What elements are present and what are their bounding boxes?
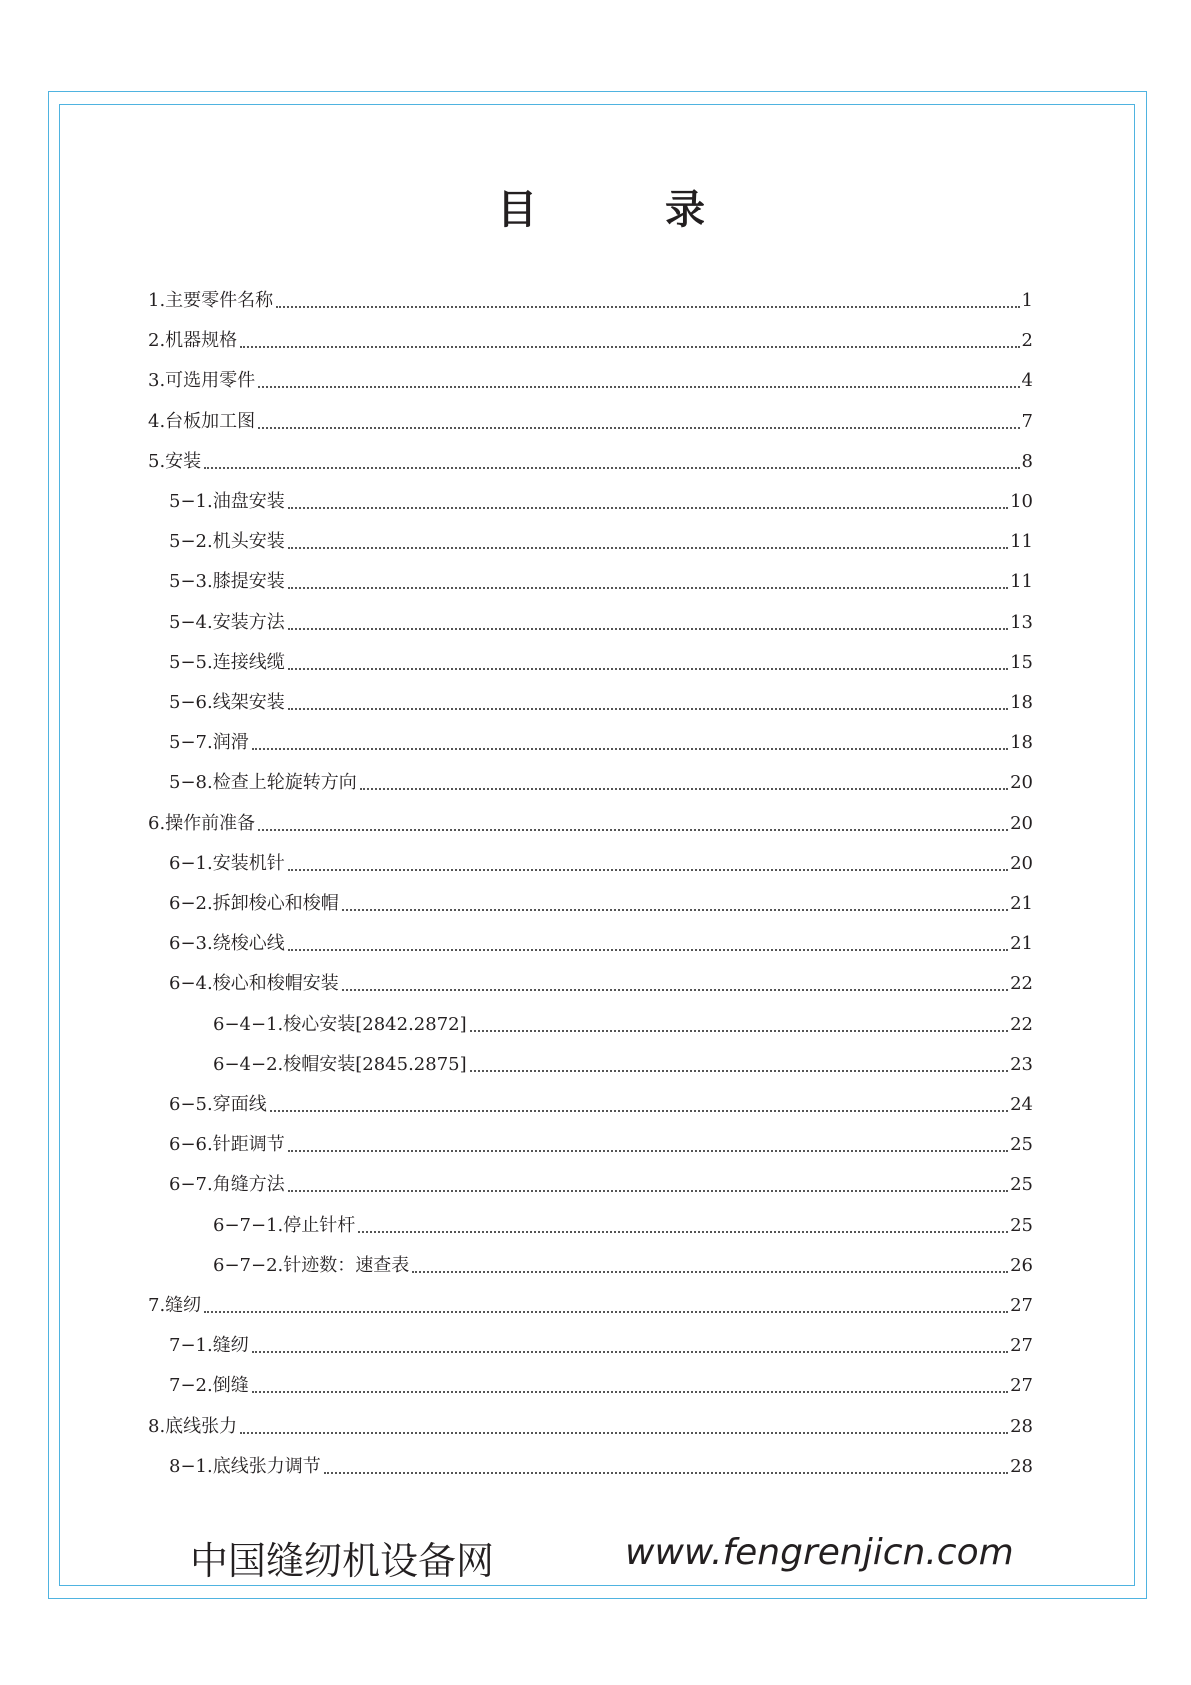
toc-entry-label: 6−6.针距调节 — [169, 1134, 285, 1155]
toc-entry[interactable] — [169, 1130, 1033, 1160]
toc-entry[interactable] — [148, 1291, 1033, 1321]
toc-entry-page: 20 — [1010, 813, 1033, 834]
toc-leader-dots — [270, 1110, 1008, 1112]
toc-entry-page: 25 — [1010, 1134, 1033, 1155]
toc-leader-dots — [252, 1351, 1008, 1353]
toc-entry-page: 25 — [1010, 1215, 1033, 1236]
toc-entry[interactable] — [213, 1251, 1033, 1281]
toc-entry-label: 6−1.安装机针 — [169, 853, 285, 874]
toc-entry-label: 7.缝纫 — [148, 1295, 202, 1316]
toc-entry[interactable] — [169, 849, 1033, 879]
toc-leader-dots — [412, 1271, 1008, 1273]
toc-entry[interactable] — [169, 648, 1033, 678]
toc-leader-dots — [288, 949, 1008, 951]
toc-entry-page: 1 — [1021, 290, 1033, 311]
toc-entry[interactable] — [169, 728, 1033, 758]
toc-entry-label: 6−3.绕梭心线 — [169, 933, 285, 954]
toc-entry-label: 3.可选用零件 — [148, 370, 256, 391]
toc-entry-label: 5−8.检查上轮旋转方向 — [169, 772, 357, 793]
toc-entry[interactable] — [169, 969, 1033, 999]
toc-entry-page: 13 — [1010, 612, 1033, 633]
toc-leader-dots — [288, 668, 1008, 670]
toc-entry-label: 8.底线张力 — [148, 1416, 238, 1437]
toc-leader-dots — [342, 989, 1008, 991]
toc-leader-dots — [258, 427, 1019, 429]
toc-leader-dots — [288, 507, 1008, 509]
toc-entry[interactable] — [169, 889, 1033, 919]
toc-entry-label: 6.操作前准备 — [148, 813, 256, 834]
toc-entry[interactable] — [213, 1010, 1033, 1040]
toc-entry-page: 22 — [1010, 1014, 1033, 1035]
toc-entry-page: 21 — [1010, 893, 1033, 914]
toc-entry[interactable] — [169, 527, 1033, 557]
toc-leader-dots — [288, 1190, 1008, 1192]
toc-entry[interactable] — [169, 1331, 1033, 1361]
toc-entry-label: 5−3.膝提安装 — [169, 571, 285, 592]
toc-entry-page: 11 — [1010, 531, 1033, 552]
toc-entry[interactable] — [169, 1371, 1033, 1401]
toc-leader-dots — [276, 306, 1019, 308]
toc-entry-label: 6−2.拆卸梭心和梭帽 — [169, 893, 339, 914]
toc-entry-page: 24 — [1010, 1094, 1033, 1115]
toc-leader-dots — [288, 1150, 1008, 1152]
toc-entry-page: 4 — [1021, 370, 1033, 391]
toc-entry-page: 27 — [1010, 1295, 1033, 1316]
toc-leader-dots — [258, 386, 1019, 388]
toc-entry-page: 18 — [1010, 692, 1033, 713]
toc-leader-dots — [470, 1070, 1008, 1072]
toc-entry[interactable] — [148, 1412, 1033, 1442]
toc-entry[interactable] — [148, 447, 1033, 477]
toc-entry-label: 5−7.润滑 — [169, 732, 249, 753]
toc-entry-page: 23 — [1010, 1054, 1033, 1075]
toc-entry-label: 5−1.油盘安装 — [169, 491, 285, 512]
toc-entry-page: 27 — [1010, 1335, 1033, 1356]
toc-entry-label: 6−4−1.梭心安装[2842.2872] — [213, 1014, 467, 1035]
toc-entry-label: 6−7−1.停止针杆 — [213, 1215, 356, 1236]
footer-site-name: 中国缝纫机设备网 — [190, 1539, 495, 1583]
toc-leader-dots — [342, 909, 1008, 911]
toc-entry[interactable] — [148, 326, 1033, 356]
title-char-2: 录 — [665, 187, 705, 233]
toc-entry-page: 28 — [1010, 1456, 1033, 1477]
page-title — [0, 178, 1191, 238]
toc-entry-label: 5.安装 — [148, 451, 202, 472]
toc-leader-dots — [470, 1030, 1008, 1032]
toc-entry-page: 20 — [1010, 772, 1033, 793]
toc-leader-dots — [252, 748, 1008, 750]
toc-leader-dots — [324, 1472, 1008, 1474]
toc-leader-dots — [240, 346, 1019, 348]
toc-entry-page: 25 — [1010, 1174, 1033, 1195]
toc-entry-label: 7−2.倒缝 — [169, 1375, 249, 1396]
toc-entry-page: 22 — [1010, 973, 1033, 994]
toc-entry-label: 6−5.穿面线 — [169, 1094, 267, 1115]
toc-leader-dots — [358, 1231, 1008, 1233]
toc-entry-label: 5−5.连接线缆 — [169, 652, 285, 673]
toc-entry-page: 21 — [1010, 933, 1033, 954]
toc-entry[interactable] — [213, 1050, 1033, 1080]
toc-leader-dots — [360, 788, 1008, 790]
toc-leader-dots — [288, 628, 1008, 630]
toc-entry-label: 5−4.安装方法 — [169, 612, 285, 633]
toc-entry-label: 4.台板加工图 — [148, 411, 256, 432]
toc-entry-page: 8 — [1021, 451, 1033, 472]
toc-entry[interactable] — [169, 1090, 1033, 1120]
toc-entry-page: 20 — [1010, 853, 1033, 874]
toc-entry-page: 27 — [1010, 1375, 1033, 1396]
toc-entry-label: 5−2.机头安装 — [169, 531, 285, 552]
toc-entry-label: 8−1.底线张力调节 — [169, 1456, 321, 1477]
toc-entry-page: 7 — [1021, 411, 1033, 432]
toc-entry-label: 7−1.缝纫 — [169, 1335, 249, 1356]
toc-entry-label: 6−4−2.梭帽安装[2845.2875] — [213, 1054, 467, 1075]
footer-url: www.fengrenjicn.com — [625, 1532, 1014, 1573]
toc-entry[interactable] — [169, 929, 1033, 959]
toc-entry-page: 26 — [1010, 1255, 1033, 1276]
toc-entry[interactable] — [169, 1170, 1033, 1200]
toc-entry-page: 2 — [1021, 330, 1033, 351]
toc-entry[interactable] — [148, 286, 1033, 316]
toc-entry-page: 10 — [1010, 491, 1033, 512]
toc-entry[interactable] — [148, 809, 1033, 839]
toc-entry[interactable] — [169, 567, 1033, 597]
title-char-1: 目 — [497, 187, 537, 233]
toc-entry-page: 11 — [1010, 571, 1033, 592]
toc-entry-page: 18 — [1010, 732, 1033, 753]
toc-entry-page: 15 — [1010, 652, 1033, 673]
toc-entry[interactable] — [148, 366, 1033, 396]
toc-entry-label: 6−4.梭心和梭帽安装 — [169, 973, 339, 994]
toc-entry[interactable] — [169, 1452, 1033, 1482]
toc-leader-dots — [204, 467, 1019, 469]
toc-leader-dots — [288, 547, 1008, 549]
toc-leader-dots — [288, 708, 1008, 710]
toc-leader-dots — [240, 1432, 1008, 1434]
toc-leader-dots — [252, 1391, 1008, 1393]
toc-entry-label: 6−7.角缝方法 — [169, 1174, 285, 1195]
toc-entry-label: 5−6.线架安装 — [169, 692, 285, 713]
toc-entry-label: 2.机器规格 — [148, 330, 238, 351]
toc-leader-dots — [204, 1311, 1008, 1313]
toc-leader-dots — [258, 829, 1008, 831]
toc-entry[interactable] — [169, 608, 1033, 638]
toc-entry[interactable] — [213, 1211, 1033, 1241]
toc-entry[interactable] — [148, 407, 1033, 437]
toc-entry-label: 6−7−2.针迹数：速查表 — [213, 1255, 410, 1276]
toc-leader-dots — [288, 587, 1008, 589]
toc-leader-dots — [288, 869, 1008, 871]
toc-entry[interactable] — [169, 487, 1033, 517]
toc-entry[interactable] — [169, 768, 1033, 798]
toc-entry-page: 28 — [1010, 1416, 1033, 1437]
toc-entry[interactable] — [169, 688, 1033, 718]
toc-entry-label: 1.主要零件名称 — [148, 290, 274, 311]
